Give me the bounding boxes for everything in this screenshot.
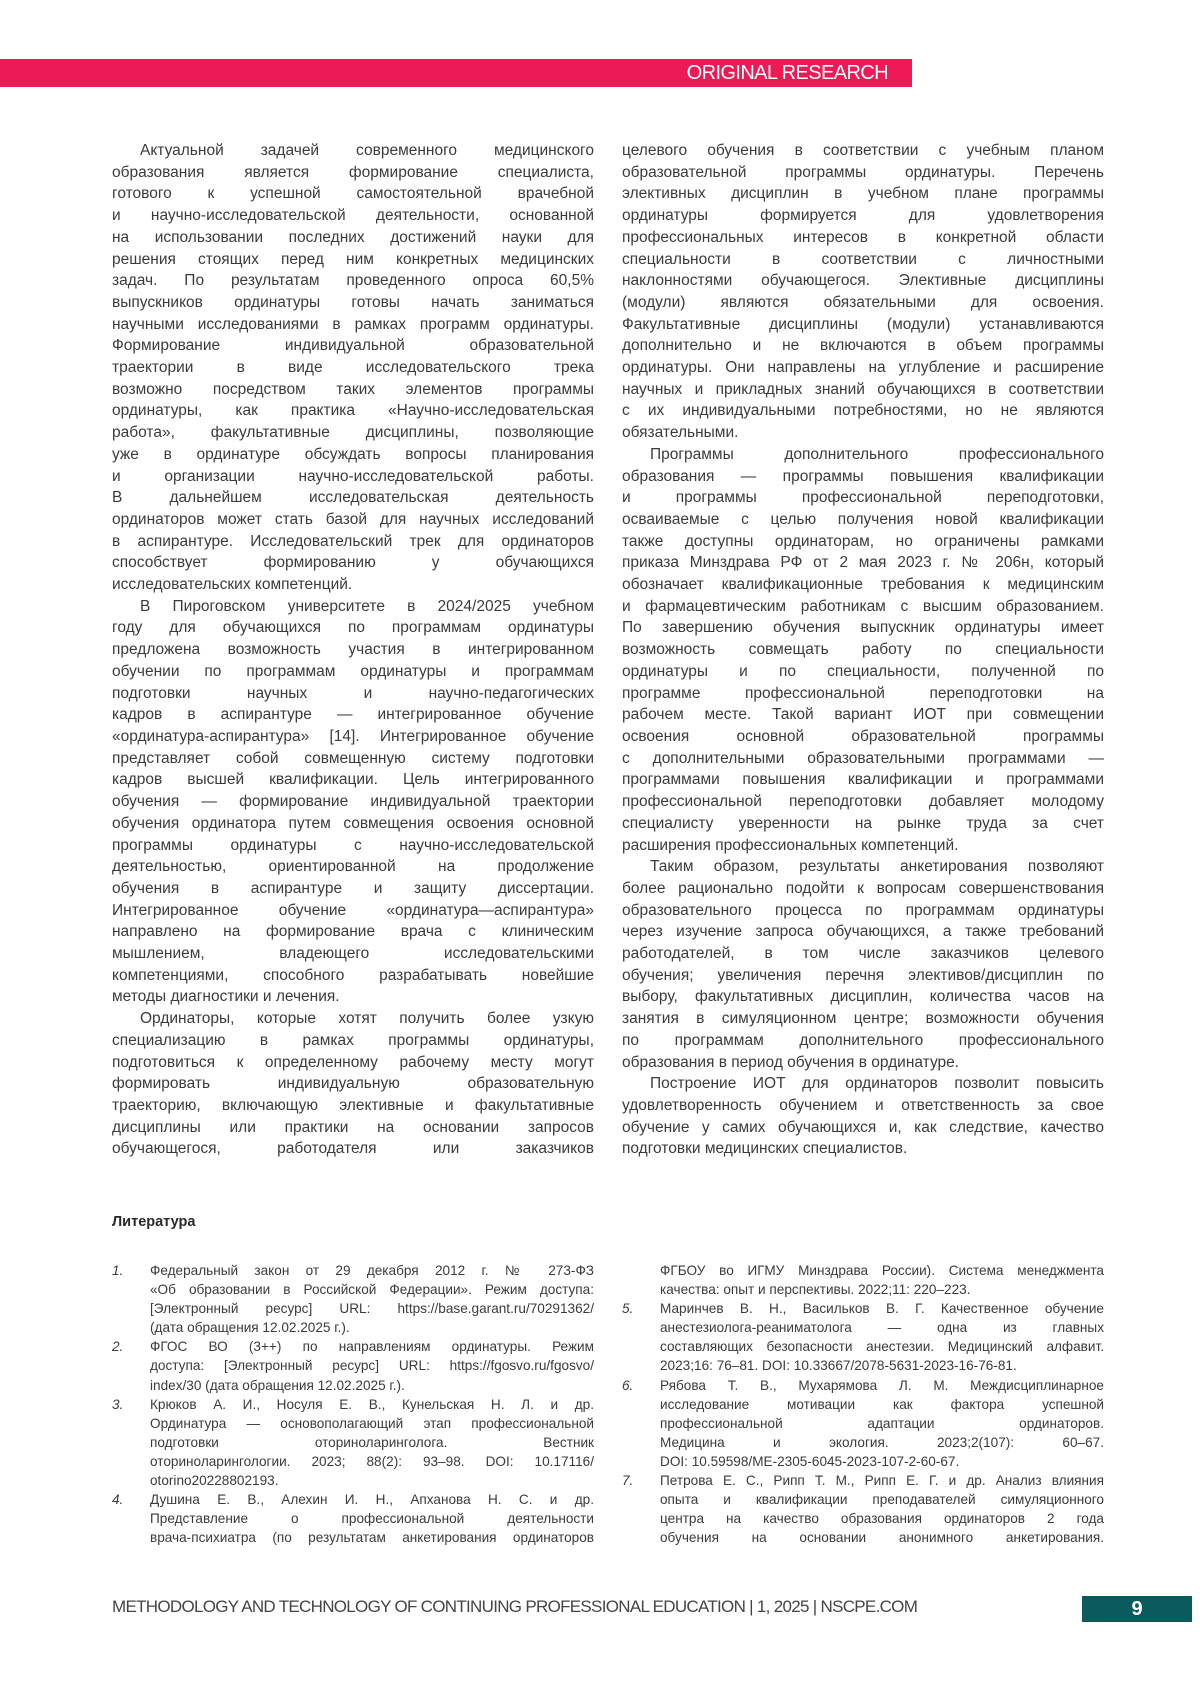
text-line: образовательной программы ординатуры. Перечень <box>622 162 1104 184</box>
text-line: Таким образом, результаты анкетирования позволяют <box>622 856 1104 878</box>
body-column-right <box>622 140 1104 1160</box>
reference-item <box>622 1376 1104 1471</box>
reference-line: составляющих безопасности анестезии. Медицинский алфавит. <box>660 1337 1104 1356</box>
text-line: образовательного процесса по программам ординатуры <box>622 900 1104 922</box>
text-line: Программы дополнительного профессионального <box>622 444 1104 466</box>
text-line: с их индивидуальными потребностями, но не являются <box>622 400 1104 422</box>
text-line: задач. По результатам проведенного опроса 60,5% <box>112 270 594 292</box>
text-line: ординаторов может стать базой для научных исследований <box>112 509 594 531</box>
reference-line: центра на качество образования ординаторов 2 года <box>660 1509 1104 1528</box>
text-line: решения стоящих перед ним конкретных медицинских <box>112 249 594 271</box>
footer-journal-info: METHODOLOGY AND TECHNOLOGY OF CONTINUING PROFESSIONAL EDUCATION | 1, 2025 | NSCPE.COM <box>112 1597 917 1617</box>
text-line: более рационально подойти к вопросам совершенствования <box>622 878 1104 900</box>
reference-line: Федеральный закон от 29 декабря 2012 г. № 273-ФЗ <box>150 1261 594 1280</box>
text-line: По завершению обучения выпускник ординатуры имеет <box>622 617 1104 639</box>
paragraph <box>112 1008 594 1160</box>
text-line: расширения профессиональных компетенций. <box>622 835 1104 857</box>
text-line: программами повышения квалификации и программами <box>622 769 1104 791</box>
text-line: «ординатура-аспирантура» [14]. Интегрированное обучение <box>112 726 594 748</box>
text-line: программе профессиональной переподготовки на <box>622 683 1104 705</box>
text-line: научными исследованиями в рамках программ ординатуры. <box>112 314 594 336</box>
paragraph <box>112 140 594 596</box>
text-line: целевого обучения в соответствии с учебным планом <box>622 140 1104 162</box>
text-line: (модули) являются обязательными для освоения. <box>622 292 1104 314</box>
text-line: дисциплины или практики на основании запросов <box>112 1117 594 1139</box>
reference-line: ФГОС ВО (3++) по направлениям ординатуры. Режим <box>150 1337 594 1356</box>
text-line: элективных дисциплин в учебном плане программы <box>622 183 1104 205</box>
text-line: удовлетворенность обучением и ответственность за свое <box>622 1095 1104 1117</box>
reference-line: Представление о профессиональной деятельности <box>150 1509 594 1528</box>
text-line: ординатуры и по специальности, полученной по <box>622 661 1104 683</box>
text-line: ординатуры формируется для удовлетворения <box>622 205 1104 227</box>
text-line: В дальнейшем исследовательская деятельность <box>112 487 594 509</box>
reference-item <box>622 1471 1104 1547</box>
reference-line: ФГБОУ во ИГМУ Минздрава России). Система менеджмента <box>660 1261 1104 1280</box>
reference-line: опыта и квалификации преподавателей симуляционного <box>660 1490 1104 1509</box>
text-line: обучающегося, работодателя или заказчиков <box>112 1138 594 1160</box>
reference-line: профессиональной адаптации ординаторов. <box>660 1414 1104 1433</box>
reference-number: 7. <box>622 1471 633 1490</box>
text-line: образования является формирование специалиста, <box>112 162 594 184</box>
text-line: году для обучающихся по программам ординатуры <box>112 617 594 639</box>
paragraph <box>622 856 1104 1073</box>
reference-line: исследование мотивации как фактора успешной <box>660 1395 1104 1414</box>
reference-line: подготовки оториноларинголога. Вестник <box>150 1433 594 1452</box>
text-line: на использовании последних достижений науки для <box>112 227 594 249</box>
text-line: через изучение запроса обучающихся, а также требований <box>622 921 1104 943</box>
text-line: специализацию в рамках программы ординатуры, <box>112 1030 594 1052</box>
text-line: обучения в аспирантуре и защиту диссертации. <box>112 878 594 900</box>
references-heading: Литература <box>112 1214 195 1230</box>
text-line: представляет собой совмещенную систему подготовки <box>112 748 594 770</box>
text-line: работодателей, в том числе заказчиков целевого <box>622 943 1104 965</box>
paragraph <box>622 444 1104 856</box>
reference-line: обучения на основании анонимного анкетирования. <box>660 1528 1104 1547</box>
text-line: в аспирантуре. Исследовательский трек для ординаторов <box>112 531 594 553</box>
references-column-left <box>112 1261 594 1547</box>
text-line: обучения ординатора путем совмещения освоения основной <box>112 813 594 835</box>
reference-line: Петрова Е. С., Рипп Т. М., Рипп Е. Г. и др. Анализ влияния <box>660 1471 1104 1490</box>
text-line: с дополнительными образовательными программами — <box>622 748 1104 770</box>
reference-number: 2. <box>112 1337 123 1356</box>
text-line: рабочем месте. Такой вариант ИОТ при совмещении <box>622 704 1104 726</box>
text-line: и фармацевтическим работникам с высшим образованием. <box>622 596 1104 618</box>
reference-line: анестезиолога-реаниматолога — одна из главных <box>660 1318 1104 1337</box>
text-line: уже в ординатуре обсуждать вопросы планирования <box>112 444 594 466</box>
text-line: выпускников ординатуры готовы начать заниматься <box>112 292 594 314</box>
text-line: Актуальной задачей современного медицинского <box>112 140 594 162</box>
reference-item <box>112 1337 594 1394</box>
reference-line: otorino20228802193. <box>150 1471 594 1490</box>
text-line: обучения; увеличения перечня элективов/дисциплин по <box>622 965 1104 987</box>
text-line: кадров в аспирантуре — интегрированное обучение <box>112 704 594 726</box>
reference-number: 1. <box>112 1261 123 1280</box>
reference-line: Ординатура — основополагающий этап профессиональной <box>150 1414 594 1433</box>
reference-item <box>112 1395 594 1490</box>
text-line: кадров высшей квалификации. Цель интегрированного <box>112 769 594 791</box>
text-line: дополнительно и не включаются в объем программы <box>622 335 1104 357</box>
text-line: возможность совмещать работу по специальности <box>622 639 1104 661</box>
reference-line: (дата обращения 12.02.2025 г.). <box>150 1318 594 1337</box>
text-line: траекторию, включающую элективные и факультативные <box>112 1095 594 1117</box>
text-line: и организации научно-исследовательской работы. <box>112 466 594 488</box>
text-line: приказа Минздрава РФ от 2 мая 2023 г. № 206н, который <box>622 552 1104 574</box>
paragraph <box>622 140 1104 444</box>
text-line: и научно-исследовательской деятельности, основанной <box>112 205 594 227</box>
text-line: обучения — формирование индивидуальной траектории <box>112 791 594 813</box>
text-line: формировать индивидуальную образовательную <box>112 1073 594 1095</box>
text-line: подготовки медицинских специалистов. <box>622 1138 1104 1160</box>
text-line: Формирование индивидуальной образовательной <box>112 335 594 357</box>
text-line: обозначает квалификационные требования к медицинским <box>622 574 1104 596</box>
text-line: Ординаторы, которые хотят получить более узкую <box>112 1008 594 1030</box>
text-line: занятия в симуляционном центре; возможности обучения <box>622 1008 1104 1030</box>
section-banner <box>0 59 912 87</box>
text-line: исследовательских компетенций. <box>112 574 594 596</box>
text-line: компетенциями, способного разрабатывать новейшие <box>112 965 594 987</box>
text-line: подготовиться к определенному рабочему месту могут <box>112 1052 594 1074</box>
reference-line: доступа: [Электронный ресурс] URL: https://fgosvo.ru/fgosvo/ <box>150 1356 594 1375</box>
text-line: методы диагностики и лечения. <box>112 986 594 1008</box>
text-line: профессиональных интересов в конкретной области <box>622 227 1104 249</box>
text-line: направлено на формирование врача с клиническим <box>112 921 594 943</box>
text-line: ординатуры. Они направлены на углубление и расширение <box>622 357 1104 379</box>
text-line: образования в период обучения в ординатуре. <box>622 1052 1104 1074</box>
section-label: ORIGINAL RESEARCH <box>687 62 888 85</box>
reference-item <box>622 1299 1104 1375</box>
reference-line: [Электронный ресурс] URL: https://base.garant.ru/70291362/ <box>150 1299 594 1318</box>
reference-line: «Об образовании в Российской Федерации». Режим доступа: <box>150 1280 594 1299</box>
paragraph <box>112 596 594 1008</box>
text-line: Построение ИОТ для ординаторов позволит повысить <box>622 1073 1104 1095</box>
text-line: готового к успешной самостоятельной врачебной <box>112 183 594 205</box>
reference-number: 3. <box>112 1395 123 1414</box>
text-line: наклонностями обучающегося. Элективные дисциплины <box>622 270 1104 292</box>
reference-number: 6. <box>622 1376 633 1395</box>
reference-line: index/30 (дата обращения 12.02.2025 г.). <box>150 1376 594 1395</box>
references-column-right <box>622 1261 1104 1547</box>
text-line: мышлением, владеющего исследовательскими <box>112 943 594 965</box>
text-line: специалисту уверенности на рынке труда за счет <box>622 813 1104 835</box>
text-line: способствует формированию у обучающихся <box>112 552 594 574</box>
reference-line: Душина Е. В., Алехин И. Н., Апханова Н. С. и др. <box>150 1490 594 1509</box>
text-line: обучении по программам ординатуры и программам <box>112 661 594 683</box>
text-line: Интегрированное обучение «ординатура—аспирантура» <box>112 900 594 922</box>
text-line: образования — программы повышения квалификации <box>622 466 1104 488</box>
text-line: по программам дополнительного профессионального <box>622 1030 1104 1052</box>
reference-line: врача-психиатра (по результатам анкетирования ординаторов <box>150 1528 594 1547</box>
text-line: предложена возможность участия в интегрированном <box>112 639 594 661</box>
reference-number: 4. <box>112 1490 123 1509</box>
text-line: работа», факультативные дисциплины, позволяющие <box>112 422 594 444</box>
text-line: ординатуры, как практика «Научно-исследовательская <box>112 400 594 422</box>
reference-number: 5. <box>622 1299 633 1318</box>
text-line: специальности в соответствии с личностными <box>622 249 1104 271</box>
text-line: научных и прикладных знаний обучающихся в соответствии <box>622 379 1104 401</box>
text-line: подготовки научных и научно-педагогических <box>112 683 594 705</box>
text-line: программы ординатуры с научно-исследовательской <box>112 835 594 857</box>
reference-line: Рябова Т. В., Мухарямова Л. М. Междисциплинарное <box>660 1376 1104 1395</box>
reference-line: DOI: 10.59598/ME-2305-6045-2023-107-2-60-67. <box>660 1452 1104 1471</box>
text-line: профессиональной переподготовки добавляет молодому <box>622 791 1104 813</box>
reference-line: качества: опыт и перспективы. 2022;11: 220–223. <box>660 1280 1104 1299</box>
page-number: 9 <box>1082 1596 1192 1622</box>
text-line: освоения основной образовательной программы <box>622 726 1104 748</box>
reference-line: Маринчев В. Н., Васильков В. Г. Качественное обучение <box>660 1299 1104 1318</box>
text-line: деятельностью, ориентированной на продолжение <box>112 856 594 878</box>
text-line: обучение у самих обучающихся и, как следствие, качество <box>622 1117 1104 1139</box>
text-line: В Пироговском университете в 2024/2025 учебном <box>112 596 594 618</box>
text-line: осваиваемые с целью получения новой квалификации <box>622 509 1104 531</box>
reference-line: Крюков А. И., Носуля Е. В., Кунельская Н. Л. и др. <box>150 1395 594 1414</box>
reference-item <box>112 1490 594 1547</box>
text-line: выбору, факультативных дисциплин, количества часов на <box>622 986 1104 1008</box>
text-line: возможно посредством таких элементов программы <box>112 379 594 401</box>
reference-line: Медицина и экология. 2023;2(107): 60–67. <box>660 1433 1104 1452</box>
text-line: Факультативные дисциплины (модули) устанавливаются <box>622 314 1104 336</box>
reference-item <box>112 1261 594 1337</box>
text-line: также доступны ординаторам, но ограничены рамками <box>622 531 1104 553</box>
reference-line: 2023;16: 76–81. DOI: 10.33667/2078-5631-2023-16-76-81. <box>660 1356 1104 1375</box>
reference-item <box>622 1261 1104 1299</box>
paragraph <box>622 1073 1104 1160</box>
reference-line: оториноларингологии. 2023; 88(2): 93–98. DOI: 10.17116/ <box>150 1452 594 1471</box>
text-line: и программы профессиональной переподготовки, <box>622 487 1104 509</box>
body-column-left <box>112 140 594 1160</box>
text-line: обязательными. <box>622 422 1104 444</box>
text-line: траектории в виде исследовательского трека <box>112 357 594 379</box>
